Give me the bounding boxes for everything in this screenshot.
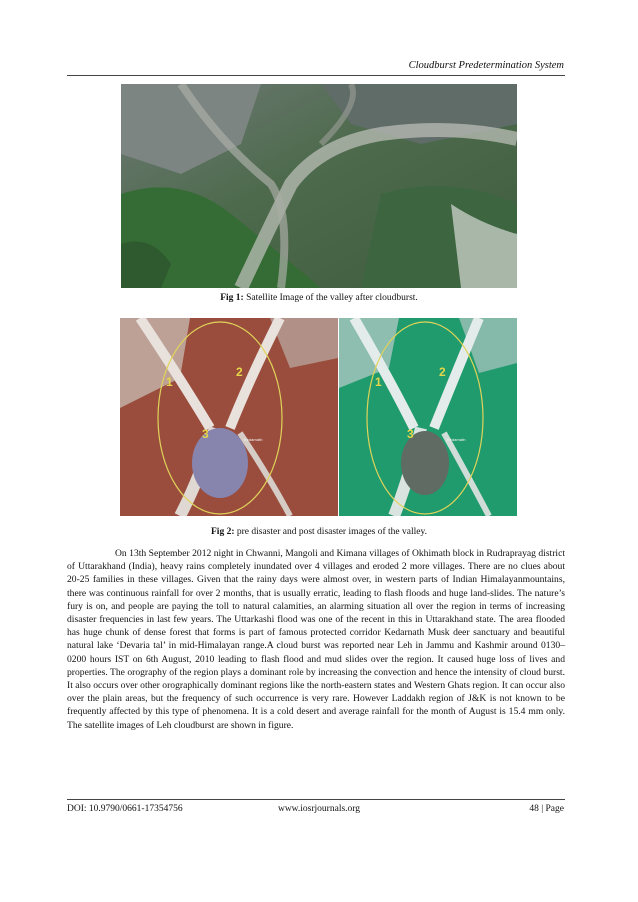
label-2-post: 2 [439,365,446,379]
place-label-post: Kedarnath [447,437,466,442]
figure-2-post-disaster-image [339,318,517,516]
label-1: 1 [166,375,173,389]
footer-rule [67,799,565,800]
running-header: Cloudburst Predetermination System [408,60,564,71]
footer-page-number: 48 | Page [529,804,564,814]
label-3-post: 3 [407,427,414,441]
label-1-post: 1 [375,375,382,389]
figure-1-satellite-image [121,84,517,288]
place-label: Kedarnath [244,437,263,442]
figure-2-pre-disaster-image [120,318,338,516]
header-rule [67,75,565,76]
figure-2-caption: Fig 2: pre disaster and post disaster images of the valley. [211,527,427,537]
label-3: 3 [202,427,209,441]
footer-doi: DOI: 10.9790/0661-17354756 [67,804,183,814]
figure-1-caption: Fig 1: Satellite Image of the valley after cloudburst. [220,293,418,303]
label-2: 2 [236,365,243,379]
body-paragraph: On 13th September 2012 night in Chwanni, Mangoli and Kimana villages of Okhimath block in Rudraprayag district of Uttarakhand (India), heavy rains completely inundated over 4 villages and eroded 2 more villages. There are no clues about 20-25 families in these villages. Given that the rainy days were almost over, in western parts of Indian Himalayanmountains, there was continuous rainfall for over 2 months, that is usually erratic, leading to flash floods and huge land-slides. The nature’s fury is on, and people are paying the toll to natural calamities, an alarming situation all over the region in terms of increasing disaster frequencies in last few years. The Uttarkashi flood was one of the recent in this in Uttarakhand state. The area flooded has huge chunk of dense forest that forms is part of famous protected corridor Kedarnath Musk deer sanctuary and beautiful natural lake ‘Devaria tal’ in mid-Himalayan range.A cloud burst was reported near Leh in Jammu and Kashmir around 0130–0200 hours IST on 6th August, 2010 leading to flash flood and mud slides over the region. It caused huge loss of lives and properties. The orography of the region plays a dominant role by increasing the convection and hence the intensity of cloud burst. It also occurs over other orographically dominant regions like the north-eastern states and Western Ghats region. It can occur also over the plain areas, but the frequency of such occurrence is very rare. However Laddakh region of J&K is not known to be frequently affected by this type of phenomena. It is a cold desert and average rainfall for the month of August is 15.4 mm only. The satellite images of Leh cloudburst are shown in figure. [67,548,565,731]
footer-website: www.iosrjournals.org [277,804,361,814]
